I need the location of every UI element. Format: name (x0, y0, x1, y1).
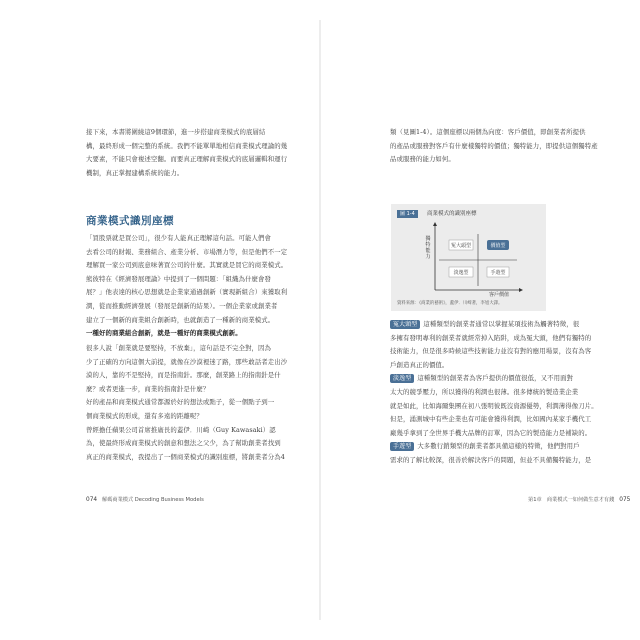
intro-paragraph (86, 126, 287, 180)
type-line-text: 太大的競爭壓力，所以獲得的利潤也很薄。很多傳統的製造業企業 (390, 387, 579, 396)
type-line-text: 廠幾乎拿到了全世界手機大品牌的訂單，因為它的製造能力是補缺的。 (390, 428, 592, 437)
quadrant-label-top-right: 價值型 (490, 243, 506, 249)
body-a-line: 「買股票就是買公司」，很少有人能真正理解這句話。可能人們會 (86, 234, 272, 242)
body-b-line: 為，使最終形成商業模式的創意和想法之父少，為了幫助創業者找到 (86, 439, 281, 448)
type-line-text: 多擁有發明專利的創業者就經常掉入陷阱，成為冤大頭，他們有獨特的 (390, 333, 592, 342)
intro-line: 接下來，本書將圍繞這9個環節，進一步搭建商業模式的底層結 (86, 128, 266, 136)
page-number-right: 075 (619, 497, 631, 503)
type-line-text: 這種類型的創業者通常以掌握某項技術為觸著特徵，很 (423, 320, 580, 328)
x-axis-arrow (519, 288, 523, 292)
intro-line: 構，最終形成一個完整的系統。我們不能單單地相信商業模式理論的幾 (86, 141, 288, 150)
right-intro-line: 類（見圖1-4）。這個座標以兩個為向度：客戶價值，即創業者所提供 (390, 128, 586, 136)
type-line-text: 技術能力，但是很多時候這些技術能力並沒有對的應用場景，沒有為客 (390, 347, 592, 356)
type-line (390, 454, 598, 468)
intro-line: 機制，真正掌握建構系統的能力。 (86, 168, 184, 177)
body-b-line: 很多人說「創業就是要堅持，不放棄」，這句話是不完全對，因為 (86, 344, 272, 352)
type-paragraphs (390, 318, 598, 468)
body-paragraph-a (86, 232, 287, 327)
figure-label: 圖 1-4 (397, 210, 418, 218)
body-a-line: 建立了一個新的商業組合創新時，也就創造了一種新的商業模式。 (86, 315, 275, 324)
body-b-line: 真正的商業模式，我提出了一個商業模式的識別座標，將創業者分為4 (86, 452, 285, 461)
body-b-line: 漠的人，靠的不是堅持，而是指南針。那麼，創業路上的指南針是什 (86, 371, 281, 380)
bold-sentence (86, 327, 242, 341)
type-line (390, 440, 598, 454)
x-axis-label: 客戶價值 (488, 292, 510, 298)
body-b-line: 少了正確的方向這個大前提，就像在沙漠裡迷了路，那些敢話者走出沙 (86, 357, 288, 366)
type-line-text: 大多數行銷類型的創業者都具備這樣的特徵，他們對用戶 (417, 442, 580, 451)
type-line (390, 372, 598, 386)
body-b-line: 曾經擔任蘋果公司首席推廣長的蓋伊．川崎（Guy Kawasaki）認 (86, 425, 276, 434)
y-axis-label-char-2: 特 (425, 242, 431, 248)
type-line (390, 332, 598, 346)
page-number-left: 074 (86, 497, 98, 503)
right-intro-line: 的產品或服務對客戶有什麼樣獨特的價值；獨特能力，即提供這個獨特產 (390, 141, 598, 150)
figure-1-4 (391, 204, 546, 311)
type-line-text: 這種類型的創業者為客戶提供的價值很低，又不用面對 (417, 374, 574, 383)
type-tag: 手遊型 (390, 442, 414, 451)
type-line (390, 413, 598, 427)
body-a-line: 展？」他表達的核心思想就是企業家通過創新（實現新組合）來獲取利 (86, 288, 288, 297)
bold-sentence-lead: 一種 (86, 329, 99, 337)
body-b-line: 好的產品和商業模式通常都源於好的想法或點子，從一個點子到一 (86, 398, 275, 407)
quadrant-label-bottom-right: 手遊型 (490, 270, 506, 276)
running-head-left: 解碼商業模式 Decoding Business Models (102, 497, 204, 503)
type-line-text: 但是，涌測城中有些企業也有可能會獲得利潤，比如國內某家手機代工 (390, 415, 592, 424)
type-line (390, 318, 598, 332)
quadrant-label-top-left: 冤大頭型 (450, 243, 472, 249)
body-a-line: 潤，從而推動經濟發展（發展是創新的結果）。一個企業家或創業者 (86, 301, 278, 310)
body-a-line: 熊彼特在《經濟發展理論》中提到了一個問題：「組織為什麼會發 (86, 274, 272, 283)
body-b-line: 麼？或者更進一步，商業的指南針是什麼？ (86, 384, 210, 393)
type-line (390, 345, 598, 359)
type-line (390, 427, 598, 441)
type-line-text: 需求的了解比較深，很善於解決客戶的問題，但並不具備獨特能力，是 (390, 455, 592, 464)
body-a-line: 理解買一家公司到底意味著買公司的什麼。其實就是買它的商業模式。 (86, 261, 288, 270)
body-a-line: 去看公司的財報、業務組合、產業分析、市場潛力等，但是他們不一定 (86, 247, 288, 256)
coordinate-diagram (391, 204, 546, 311)
right-intro-paragraph (390, 126, 598, 167)
y-axis-label-char-1: 獨 (425, 236, 431, 242)
quadrant-label-bottom-left: 淡逸型 (453, 270, 469, 276)
left-footer (86, 496, 204, 503)
body-paragraph-b (86, 342, 287, 464)
type-tag: 冤大頭型 (390, 320, 420, 329)
right-intro-line: 品或服務的能力如何。 (390, 155, 455, 164)
type-line-text: 就是如此，比如海爾集團在初八張明彼既沒資源優勢，利潤薄得像刀片。 (390, 401, 598, 410)
type-tag: 淡逸型 (390, 374, 414, 383)
section-title: 商業模式識別座標 (86, 215, 174, 227)
type-line (390, 359, 598, 373)
bold-sentence-text: 好的商業組合創新，就是一種好的商業模式創新。 (98, 329, 242, 337)
type-line-text: 戶創造真正的價值。 (390, 360, 449, 369)
y-axis-label-char-3: 能 (425, 248, 431, 254)
right-page (320, 0, 640, 640)
figure-caption: 資料來源：《商業的藝術》，蓋伊．川崎著，李旭大譯。 (397, 301, 503, 306)
running-head-right: 第1章 商業模式一如何做生意才有錢 (528, 497, 615, 503)
body-b-line: 個商業模式的形成，還有多遠的距離呢？ (86, 411, 203, 420)
y-axis-arrow (433, 222, 437, 226)
right-footer (528, 496, 630, 503)
intro-line: 大要素，不能只會複述空翻。而要真正理解商業模式的底層邏輯和運行 (86, 155, 288, 164)
type-line (390, 400, 598, 414)
figure-title: 商業模式的識別座標 (427, 211, 477, 217)
y-axis-label-char-4: 力 (425, 254, 431, 260)
type-line (390, 386, 598, 400)
